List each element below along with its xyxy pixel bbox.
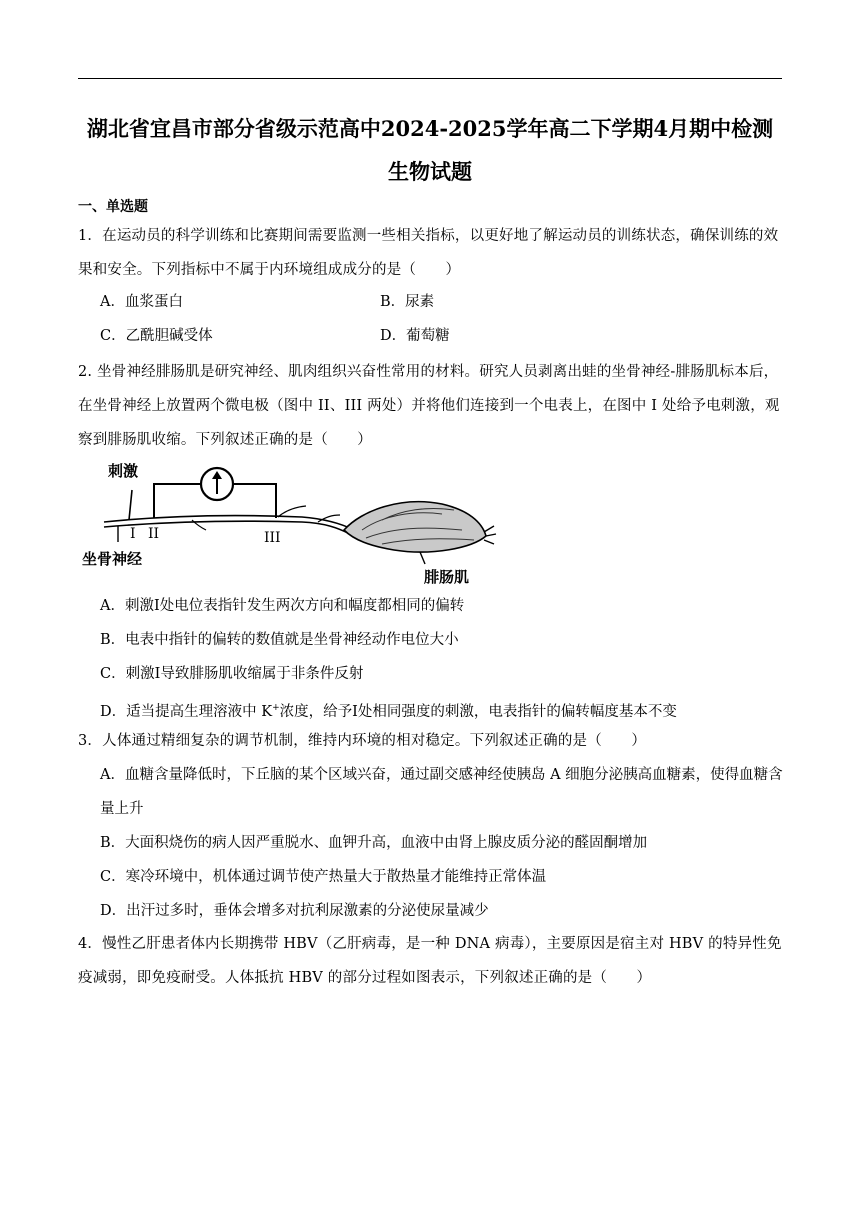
question-2-option-d: D．适当提高生理溶液中 K+浓度，给予Ⅰ处相同强度的刺激，电表指针的偏转幅度基本不变 <box>100 703 677 720</box>
label-gastrocnemius: 腓肠肌 <box>424 568 470 586</box>
label-site-i: I <box>130 526 136 542</box>
question-3-option-b: B．大面积烧伤的病人因严重脱水、血钾升高，血液中由肾上腺皮质分泌的醛固酮增加 <box>100 835 648 851</box>
question-1-stem: 1．在运动员的科学训练和比赛期间需要监测一些相关指标，以更好地了解运动员的训练状态，确保训练的效果和安全。下列指标中不属于内环境组成成分的是（ ） <box>78 228 779 278</box>
question-3-stem: 3．人体通过精细复杂的调节机制，维持内环境的相对稳定。下列叙述正确的是（ ） <box>78 733 647 749</box>
nerve-muscle-figure <box>82 460 502 590</box>
document-subtitle: 生物试题 <box>388 159 472 184</box>
label-site-iii: III <box>264 530 281 546</box>
label-sciatic-nerve: 坐骨神经 <box>82 550 143 568</box>
question-1-option-b: B．尿素 <box>380 294 435 310</box>
question-4-stem: 4．慢性乙肝患者体内长期携带 HBV（乙肝病毒，是一种 DNA 病毒），主要原因是宿主对 HBV 的特异性免疫减弱，即免疫耐受。人体抵抗 HBV 的部分过程如图表示，下列叙述正确的是（ ） <box>78 936 782 986</box>
label-stimulus: 刺激 <box>108 462 139 480</box>
question-1-option-c: C．乙酰胆碱受体 <box>100 328 213 344</box>
question-1-option-a: A．血浆蛋白 <box>100 294 183 310</box>
label-site-ii: II <box>148 526 160 542</box>
header-rule <box>78 78 782 79</box>
document-title: 湖北省宜昌市部分省级示范高中2024-2025学年高二下学期4月期中检测 <box>86 116 774 141</box>
section-heading: 一、单选题 <box>78 199 148 215</box>
question-3-option-a: A．血糖含量降低时，下丘脑的某个区域兴奋，通过副交感神经使胰岛 A 细胞分泌胰高血糖素，使得血糖含量上升 <box>100 767 783 817</box>
question-2-option-c: C．刺激Ⅰ导致腓肠肌收缩属于非条件反射 <box>100 666 364 682</box>
stimulus-electrode <box>129 490 132 520</box>
question-3-option-d: D．出汗过多时，垂体会增多对抗利尿激素的分泌使尿量减少 <box>100 903 489 919</box>
question-3-option-c: C．寒冷环境中，机体通过调节使产热量大于散热量才能维持正常体温 <box>100 869 547 885</box>
question-2-stem: 2. 坐骨神经腓肠肌是研究神经、肌肉组织兴奋性常用的材料。研究人员剥离出蛙的坐骨神经-腓肠肌标本后，在坐骨神经上放置两个微电极（图中 II、III 两处）并将他们连接到一个电表上，在图中 I 处给予电刺激，观察到腓肠肌收缩。下列叙述正确的是（ ） <box>78 364 780 448</box>
question-2-option-a: A．刺激Ⅰ处电位表指针发生两次方向和幅度都相同的偏转 <box>100 598 465 614</box>
question-1-option-d: D．葡萄糖 <box>380 328 450 344</box>
question-2-option-b: B．电表中指针的偏转的数值就是坐骨神经动作电位大小 <box>100 632 459 648</box>
